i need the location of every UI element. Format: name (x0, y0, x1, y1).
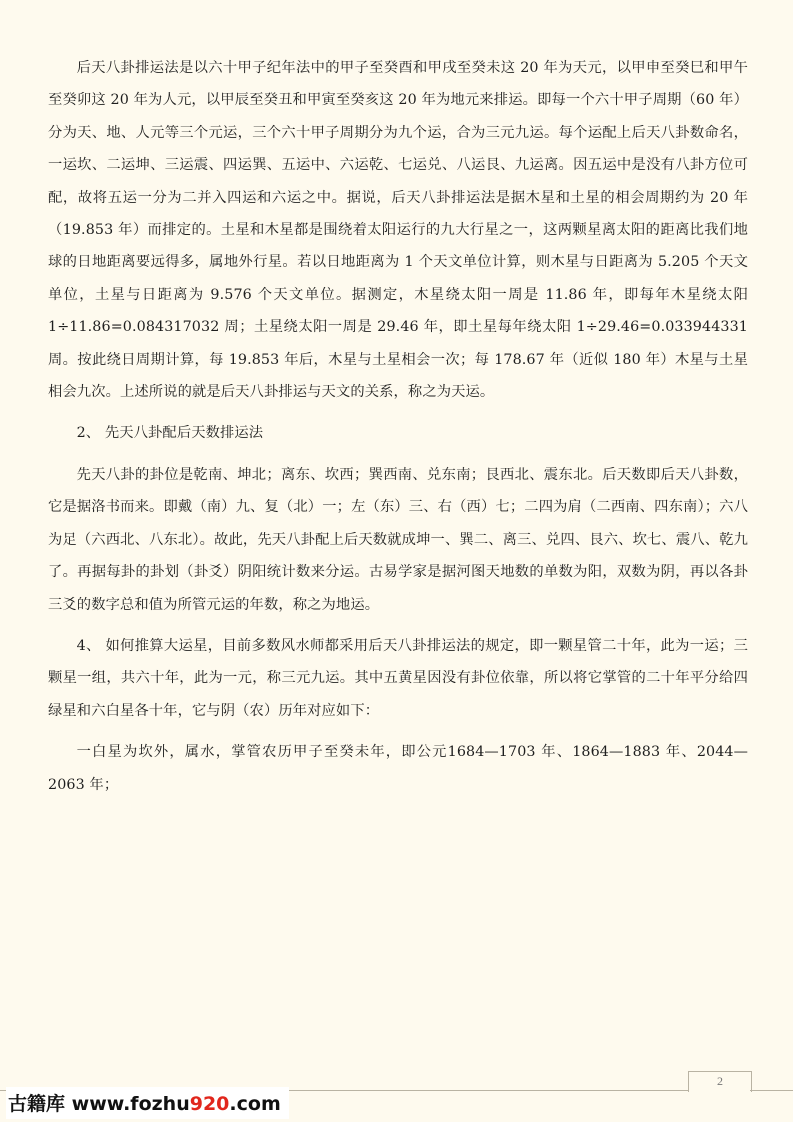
section-heading-2: 2、 先天八卦配后天数排运法 (76, 425, 264, 442)
document-body (48, 52, 748, 801)
page-number: 2 (717, 1074, 723, 1088)
footer-rule-right (750, 1090, 793, 1091)
watermark-url-prefix: www.fozhu (71, 1093, 190, 1115)
paragraph-great-luck-star: 4、 如何推算大运星，目前多数风水师都采用后天八卦排运法的规定，即一颗星管二十年，此为一运；三颗星一组，共六十年，此为一元，称三元九运。其中五黄星因没有卦位依靠，所以将它掌管的二十年平分给四绿星和六白星各十年，它与阴（农）历年对应如下： (48, 637, 748, 719)
watermark-url-suffix: .com (229, 1093, 281, 1115)
watermark-url-digits: 920 (189, 1093, 230, 1115)
paragraph-heaven-cycle: 后天八卦排运法是以六十甲子纪年法中的甲子至癸酉和甲戌至癸未这 20 年为天元，以甲申至癸巳和甲午至癸卯这 20 年为人元，以甲辰至癸丑和甲寅至癸亥这 20 年为地元来排运。即每一个六十甲子周期（60 年）分为天、地、人元等三个元运，三个六十甲子周期分为九个运，合为三元九运。每个运配上后天八卦数命名，一运坎、二运坤、三运震、四运巽、五运中、六运乾、七运兑、八运艮、九运离。因五运中是没有八卦方位可配，故将五运一分为二并入四运和六运之中。据说，后天八卦排运法是据木星和土星的相会周期约为 20 年（19.853 年）而排定的。土星和木星都是围绕着太阳运行的九大行星之一，这两颗星离太阳的距离比我们地球的日地距离要远得多，属地外行星。若以日地距离为 1 个天文单位计算，则木星与日距离为 5.205 个天文单位，土星与日距离为 9.576 个天文单位。据测定，木星绕太阳一周是 11.86 年，即每年木星绕太阳 1÷11.86=0.084317032 周；土星绕太阳一周是 29.46 年，即土星每年绕太阳 1÷29.46=0.033944331 周。按此绕日周期计算，每 19.853 年后，木星与土星相会一次；每 178.67 年（近似 180 年）木星与土星相会九次。上述所说的就是后天八卦排运与天文的关系，称之为天运。 (48, 60, 748, 401)
paragraph-earth-cycle: 先天八卦的卦位是乾南、坤北；离东、坎西；巽西南、兑东南；艮西北、震东北。后天数即后天八卦数，它是据洛书而来。即戴（南）九、复（北）一；左（东）三、右（西）七；二四为肩（二西南、四东南）；六八为足（六西北、八东北）。故此，先天八卦配上后天数就成坤一、巽二、离三、兑四、艮六、坎七、震八、乾九了。再据每卦的卦划（卦爻）阴阳统计数来分运。古易学家是据河图天地数的单数为阳，双数为阴，再以各卦三爻的数字总和值为所管元运的年数，称之为地运。 (48, 466, 748, 613)
paragraph-one-white-star: 一白星为坎外，属水，掌管农历甲子至癸未年，即公元1684—1703 年、1864—1883 年、2044—2063 年； (48, 744, 748, 793)
watermark-logo (6, 1087, 289, 1119)
watermark-brand: 古籍库 (8, 1093, 66, 1115)
page-number-box (688, 1071, 752, 1092)
